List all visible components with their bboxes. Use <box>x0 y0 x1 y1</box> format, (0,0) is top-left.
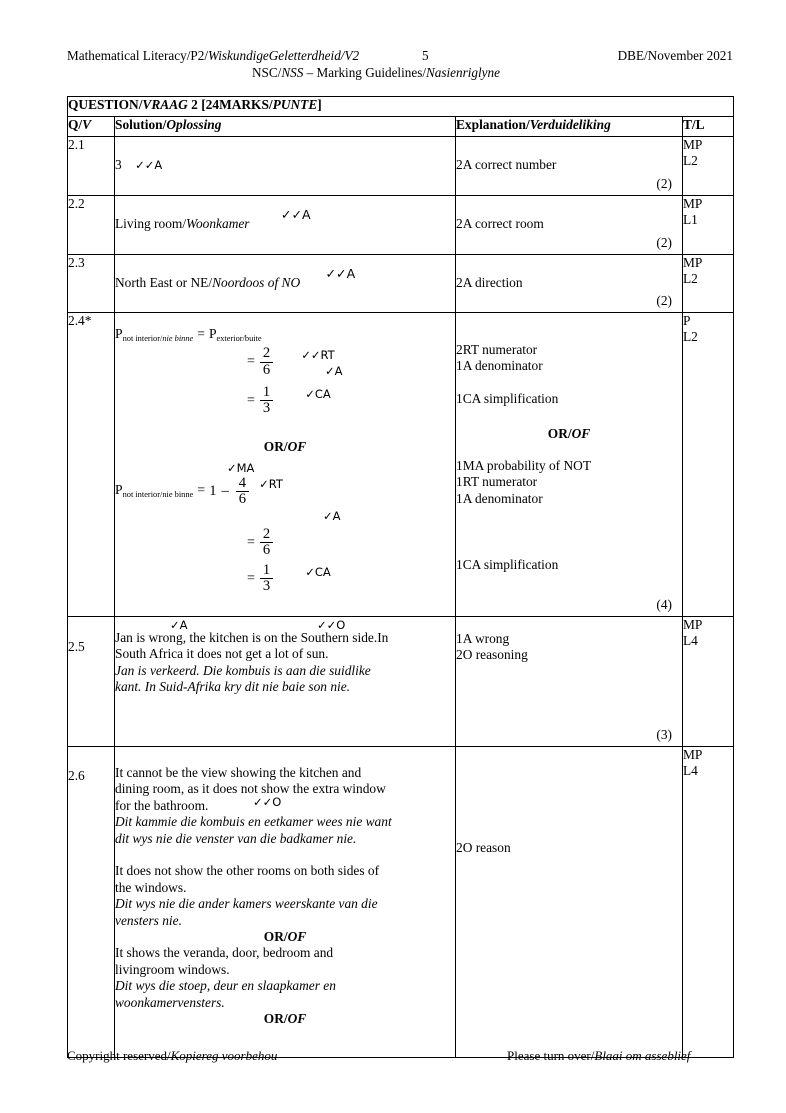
answer-line <box>115 255 455 291</box>
subject-name-afrikaans: WiskundigeGeletterdheid/V2 <box>207 48 360 63</box>
title-punte-word: PUNTE <box>272 97 318 112</box>
text-line-with-tick <box>115 794 455 814</box>
or-text: OR/ <box>547 425 572 441</box>
tl-cell <box>683 137 734 196</box>
explanation-cell <box>456 137 683 196</box>
equation-method-b-line2 <box>247 527 455 559</box>
tick-annotation-a: ✓A <box>323 509 341 524</box>
tick-annotation: ✓✓A <box>280 207 311 222</box>
table-row <box>68 255 734 313</box>
tick-annotation-row <box>115 617 455 630</box>
numerator: 1 <box>262 561 271 578</box>
equation-step-2 <box>247 385 455 417</box>
question-number: 2.4* <box>68 313 115 617</box>
reason-block-1-afrikaans <box>115 814 455 847</box>
or-text: OR/ <box>263 929 288 945</box>
answer-afrikaans: Woonkamer <box>186 216 250 231</box>
denominator: 6 <box>260 362 273 378</box>
p-symbol: P <box>115 326 123 341</box>
tl-code-line2: L1 <box>683 212 698 228</box>
question-title <box>68 97 734 117</box>
tick-annotation: ✓✓A <box>325 266 356 281</box>
answer-line <box>115 137 455 173</box>
tl-code-line1: P <box>683 313 691 328</box>
answer-english: North East or NE/ <box>115 275 213 290</box>
marking-guidelines-table <box>67 96 734 1058</box>
header-verduideliking: Verduideliking <box>529 117 611 132</box>
tl-cell <box>683 313 734 617</box>
text-line: It cannot be the view showing the kitchen and <box>115 765 362 780</box>
spacer <box>115 847 455 863</box>
tick-annotation-rt: ✓RT <box>259 476 283 491</box>
text-line: the windows. <box>115 879 187 895</box>
reason-block-2-afrikaans <box>115 896 455 929</box>
tick-annotation-ca: ✓CA <box>305 386 331 401</box>
marks-total: (3) <box>656 726 672 742</box>
of-text: OF <box>287 438 307 454</box>
or-of-divider <box>115 929 455 945</box>
numerator: 1 <box>262 383 271 400</box>
marks-total: (2) <box>656 175 672 191</box>
explanation-text: 2A correct number <box>456 157 557 172</box>
or-text: OR/ <box>263 438 288 454</box>
question-number: 2.5 <box>68 617 115 747</box>
p-subscript-2: exterior/buite <box>216 333 262 343</box>
text-line: South Africa it does not get a lot of sun. <box>115 646 329 662</box>
explanation-line: 1CA simplification <box>456 557 559 573</box>
solution-cell <box>115 196 456 255</box>
or-text: OR/ <box>263 1011 288 1027</box>
table-header-row <box>68 117 734 137</box>
tick-annotation-ma: ✓MA <box>227 461 255 476</box>
table-title-row <box>68 97 734 117</box>
tick-annotation-a: ✓A <box>325 364 343 379</box>
tl-code-line2: L2 <box>683 153 698 169</box>
title-marks-text: 2 [24MARKS/ <box>187 97 273 112</box>
minus-sign: – <box>221 483 229 500</box>
text-line: livingroom windows. <box>115 961 230 977</box>
tl-cell <box>683 617 734 747</box>
copyright-notice <box>67 1048 277 1064</box>
explanation-cell <box>456 747 683 1058</box>
header-line-1 <box>67 47 733 64</box>
explanation-line: 2O reasoning <box>456 647 528 663</box>
column-header-explanation <box>456 117 683 137</box>
text-line: for the bathroom. <box>115 797 209 813</box>
header-q: Q/ <box>68 117 83 132</box>
column-header-tl: T/L <box>683 117 734 137</box>
p-subscript: not interior/nie binne <box>122 489 194 499</box>
header-v: V <box>82 117 92 132</box>
equals-sign: = <box>247 392 255 408</box>
probability-statement-b <box>115 482 193 500</box>
explanation-group-a <box>456 313 682 375</box>
equation-method-b-line3 <box>247 563 455 595</box>
solution-cell <box>115 255 456 313</box>
whole-number-one: 1 <box>209 483 217 500</box>
header-explanation: Explanation/ <box>456 117 530 132</box>
question-number: 2.2 <box>68 196 115 255</box>
question-number: 2.3 <box>68 255 115 313</box>
explanation-line: 1A wrong <box>456 631 510 646</box>
marks-total: (4) <box>656 596 672 612</box>
numerator: 2 <box>262 345 271 362</box>
or-of-divider <box>115 439 455 455</box>
tick-annotation-a: ✓A <box>170 618 188 632</box>
doc-type-nasienriglyne: Nasienriglyne <box>426 65 500 80</box>
reason-block-3-english <box>115 945 455 978</box>
of-text: OF <box>287 929 307 945</box>
explanation-group-b <box>456 458 682 507</box>
table-row <box>68 196 734 255</box>
text-line: Dit wys nie die ander kamers weerskante van die <box>115 896 378 912</box>
text-line: dit wys nie die venster van die badkamer nie. <box>115 830 357 846</box>
solution-english <box>115 630 455 663</box>
p-symbol-2: P <box>208 326 217 341</box>
explanation-group <box>456 617 682 664</box>
explanation-line: 2RT numerator <box>456 342 538 357</box>
question-number: 2.1 <box>68 137 115 196</box>
equals-sign: = <box>197 483 206 499</box>
explanation-cell <box>456 255 683 313</box>
explanation-line: 1A denominator <box>456 358 543 374</box>
answer-afrikaans: Noordoos of NO <box>212 275 301 290</box>
title-question-word: QUESTION/ <box>68 97 143 112</box>
text-line: vensters nie. <box>115 912 182 928</box>
explanation-line: 1MA probability of NOT <box>456 458 592 474</box>
p-subscript-af: nie binne <box>162 333 194 343</box>
question-number: 2.6 <box>68 747 115 1058</box>
solution-afrikaans <box>115 663 455 696</box>
fraction-two-sixths <box>260 346 273 378</box>
equals-sign: = <box>247 534 255 550</box>
fraction-one-third-b <box>260 563 273 595</box>
or-of-divider <box>456 426 682 442</box>
denominator: 3 <box>260 400 273 416</box>
turnover-afrikaans: Blaai om asseblief <box>594 1048 691 1063</box>
p-subscript-en: not interior/ <box>122 333 163 343</box>
spacer <box>456 375 682 391</box>
text-line: dining room, as it does not show the extra window <box>115 781 386 797</box>
fraction-two-sixths-b <box>260 527 273 559</box>
fraction-one-third <box>260 385 273 417</box>
explanation-line: 1A denominator <box>456 490 543 506</box>
tick-annotation-o: ✓✓O <box>317 618 346 632</box>
of-text: OF <box>287 1011 307 1027</box>
copyright-afrikaans: Kopiereg voorbehou <box>170 1048 278 1063</box>
table-row <box>68 617 734 747</box>
exam-authority: DBE/November 2021 <box>617 48 733 63</box>
equals-sign: = <box>247 570 255 586</box>
turn-over-notice <box>507 1048 690 1064</box>
doc-type-nss: NSS <box>281 65 304 80</box>
column-header-solution <box>115 117 456 137</box>
tl-code-line2: L4 <box>683 633 698 649</box>
explanation-text: 2A correct room <box>456 216 544 231</box>
tl-code-line1: MP <box>683 617 703 632</box>
header-oplossing: Oplossing <box>166 117 222 132</box>
text-line: Jan is verkeerd. Die kombuis is aan die suidlike <box>115 662 371 678</box>
explanation-text: 2A direction <box>456 275 523 290</box>
text-line: It does not show the other rooms on both sides of <box>115 863 380 879</box>
probability-statement-a <box>115 313 455 344</box>
table-row <box>68 137 734 196</box>
tick-annotation: ✓✓A <box>135 158 163 172</box>
equals-sign: = <box>247 354 255 370</box>
p-symbol: P <box>115 482 123 498</box>
tick-annotation-o: ✓✓O <box>253 794 282 809</box>
explanation-line: 1RT numerator <box>456 474 538 490</box>
of-text: OF <box>571 425 591 441</box>
or-of-divider-final <box>115 1011 455 1027</box>
explanation-cell <box>456 313 683 617</box>
turnover-english: Please turn over/ <box>507 1048 595 1063</box>
header-line-2 <box>67 64 733 81</box>
equation-method-b-line1 <box>115 476 455 508</box>
doc-type-marking-guidelines: – Marking Guidelines/ <box>303 65 426 80</box>
subject-identifier <box>67 47 359 64</box>
answer-english: Living room/ <box>115 216 187 231</box>
text-line: Jan is wrong, the kitchen is on the Southern side.In <box>115 630 389 645</box>
tick-annotation-ca: ✓CA <box>305 564 331 579</box>
tl-cell <box>683 196 734 255</box>
column-header-qv <box>68 117 115 137</box>
solution-cell <box>115 313 456 617</box>
tl-code-line1: MP <box>683 137 703 152</box>
title-bracket-close: ] <box>317 97 322 112</box>
tl-code-line2: L2 <box>683 271 698 287</box>
header-solution: Solution/ <box>115 117 167 132</box>
tl-code-line1: MP <box>683 747 703 762</box>
marks-total: (2) <box>656 234 672 250</box>
denominator: 3 <box>260 578 273 594</box>
table-row <box>68 747 734 1058</box>
text-line: It shows the veranda, door, bedroom and <box>115 945 334 961</box>
reason-block-1-english <box>115 765 455 814</box>
tl-code-line2: L2 <box>683 329 698 345</box>
explanation-line: 1CA simplification <box>456 391 559 407</box>
explanation-cell <box>456 196 683 255</box>
subject-name: Mathematical Literacy/P2/ <box>67 48 208 63</box>
page-number: 5 <box>422 48 429 63</box>
tl-code-line2: L4 <box>683 763 698 779</box>
numerator: 2 <box>262 525 271 542</box>
tl-cell <box>683 747 734 1058</box>
tl-cell <box>683 255 734 313</box>
text-line: Dit kammie die kombuis en eetkamer wees nie want <box>115 814 392 830</box>
solution-cell <box>115 137 456 196</box>
tick-annotation-rt: ✓✓RT <box>301 348 335 363</box>
reason-block-2-english <box>115 863 455 896</box>
table-row <box>68 313 734 617</box>
explanation-cell <box>456 617 683 747</box>
solution-cell <box>115 747 456 1058</box>
reason-block-3-afrikaans <box>115 978 455 1011</box>
denominator: 6 <box>260 542 273 558</box>
explanation-text: 2O reason <box>456 840 511 855</box>
answer-value: 3 <box>115 157 122 172</box>
running-header <box>67 47 733 81</box>
marks-total: (2) <box>656 292 672 308</box>
tl-code-line1: MP <box>683 255 703 270</box>
equals-sign: = <box>197 326 205 341</box>
doc-type-nsc: NSC/ <box>251 65 282 80</box>
solution-cell <box>115 617 456 747</box>
fraction-four-sixths <box>236 476 249 508</box>
tl-code-line1: MP <box>683 196 703 211</box>
text-line: kant. In Suid-Afrika kry dit nie baie son nie. <box>115 679 351 695</box>
text-line: Dit wys die stoep, deur en slaapkamer en <box>115 978 336 994</box>
answer-line <box>115 196 455 232</box>
text-line: woonkamervensters. <box>115 994 225 1010</box>
denominator: 6 <box>236 491 249 507</box>
copyright-english: Copyright reserved/ <box>67 1048 171 1063</box>
title-vraag-word: VRAAG <box>142 97 188 112</box>
numerator: 4 <box>238 474 247 491</box>
